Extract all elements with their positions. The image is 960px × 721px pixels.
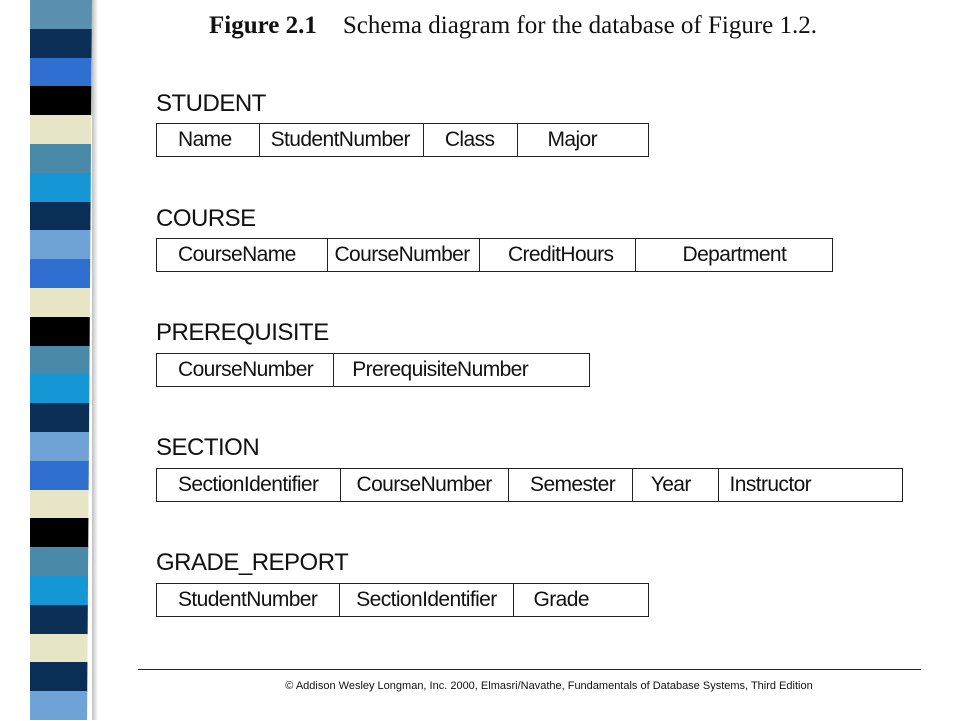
relation-table-section [156, 468, 903, 502]
strip-band [30, 259, 92, 289]
attribute-cell: Instructor [729, 473, 812, 496]
strip-band [30, 58, 92, 88]
footer [0, 680, 960, 692]
strip-band [30, 432, 92, 462]
strip-band [30, 144, 92, 174]
figure-number: Figure 2.1 [209, 12, 317, 39]
strip-band [30, 29, 92, 59]
attribute-cell: Grade [533, 588, 589, 611]
attribute-cell: CourseName [157, 239, 328, 271]
attribute-cell: StudentNumber [157, 584, 340, 616]
strip-band [30, 202, 92, 232]
attribute-cell: SectionIdentifier [157, 469, 341, 501]
strip-band [30, 576, 92, 606]
strip-band [30, 374, 92, 404]
copyright-text: © Addison Wesley Longman, Inc. 2000, Elmasri/Navathe, Fundamentals of Database Systems, Third Edition [285, 680, 813, 692]
attribute-cell: SectionIdentifier [340, 584, 513, 616]
attribute-cell: Department [682, 243, 787, 266]
relation-table-course [156, 238, 833, 272]
relation-name-grade-report: GRADE_REPORT [156, 549, 349, 576]
strip-band [30, 86, 92, 116]
strip-band [30, 461, 92, 491]
attribute-cell: PrerequisiteNumber [352, 358, 529, 381]
strip-band [30, 0, 92, 30]
strip-band [30, 518, 92, 548]
relation-name-section: SECTION [156, 434, 260, 461]
strip-band [30, 230, 92, 260]
attribute-cell: CourseNumber [328, 239, 480, 271]
figure-caption: Schema diagram for the database of Figure 1.2. [342, 12, 818, 39]
figure-title [209, 12, 817, 40]
footer-divider [138, 669, 921, 670]
strip-band [30, 173, 92, 203]
attribute-cell: CourseNumber [341, 469, 510, 501]
attribute-cell: CourseNumber [157, 354, 334, 386]
relation-name-prerequisite: PREREQUISITE [156, 319, 329, 346]
strip-band [30, 288, 92, 318]
strip-band [30, 605, 92, 635]
strip-band [30, 346, 92, 376]
attribute-cell: Semester [509, 469, 633, 501]
attribute-cell: Major [547, 128, 598, 151]
strip-band [30, 115, 92, 145]
relation-table-prerequisite [156, 353, 590, 387]
strip-shadow [92, 0, 98, 720]
relation-name-student: STUDENT [156, 90, 266, 117]
attribute-cell: Name [157, 124, 260, 156]
decorative-color-strip [30, 0, 92, 720]
strip-band [30, 317, 92, 347]
relation-table-grade-report [156, 583, 649, 617]
strip-band [30, 634, 92, 664]
strip-band [30, 691, 92, 721]
attribute-cell: Class [424, 124, 518, 156]
relation-name-course: COURSE [156, 205, 256, 232]
strip-band [30, 490, 92, 520]
strip-band [30, 547, 92, 577]
attribute-cell: StudentNumber [260, 124, 424, 156]
attribute-cell: CreditHours [480, 239, 636, 271]
strip-band [30, 403, 92, 433]
attribute-cell: Year [633, 469, 719, 501]
relation-table-student [156, 123, 649, 157]
